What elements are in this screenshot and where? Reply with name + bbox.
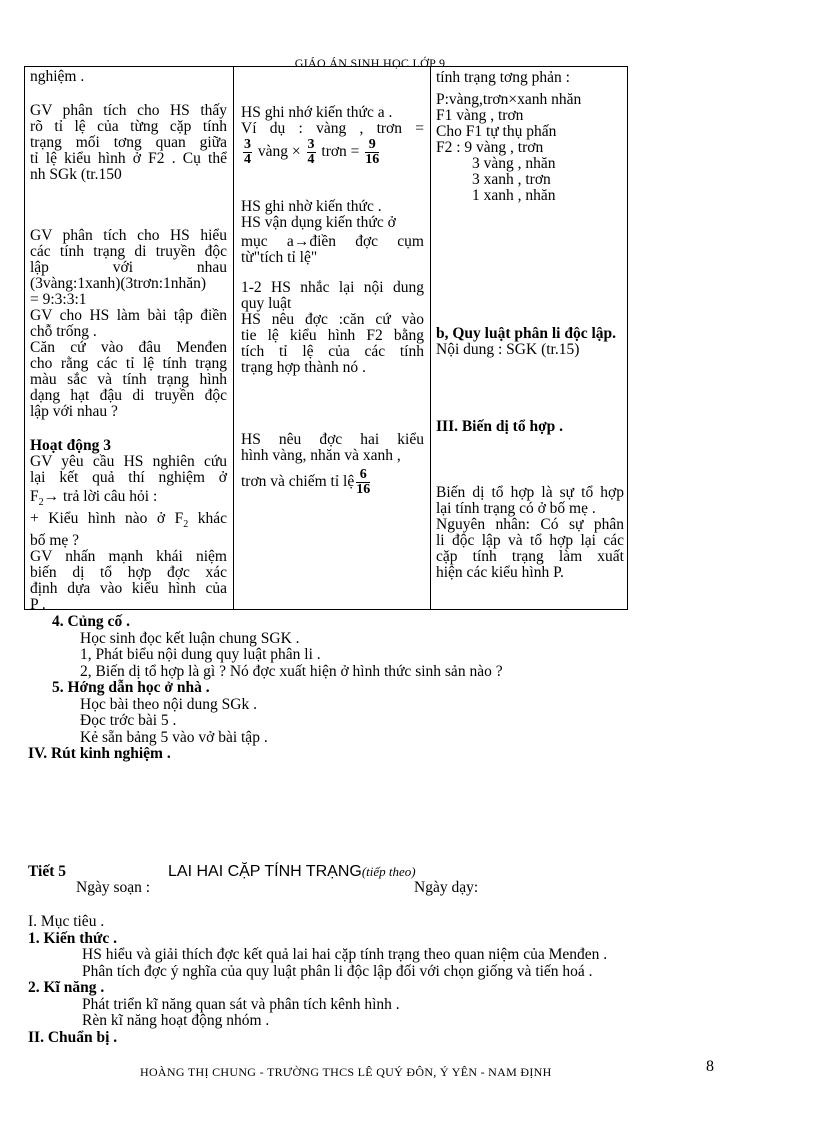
arrow-icon: → [43, 488, 60, 505]
fraction-3-4: $\frac{3}{4}$ [307, 137, 315, 167]
lesson-wrapup: 4. Củng cố . Học sinh đọc kết luận chung SGK . 1, Phát biểu nội dung quy luật phân li . 2, Biến dị tổ hợp là gì ? Nó đợc xuất hiện ở hình thức sinh sản nào ? 5. Hớng dẫn học ở nhà . Học bài theo nội dung SGk . Đọc trớc bài 5 . Kẻ sẵn bảng 5 vào vở bài tập . IV. Rút kinh nghiệm . [28, 614, 628, 763]
lesson-objectives: I. Mục tiêu . 1. Kiến thức . HS hiểu và giải thích đợc kết quả lai hai cặp tính trạng theo quan niệm của Menđen . Phân tích đợc ý nghĩa của quy luật phân li độc lập đối với chọn giống và tiến hoá . 2. Kĩ năng . Phát triển kĩ năng quan sát và phân tích kênh hình . Rèn kĩ năng hoạt động nhóm . II. Chuẩn bị . [28, 914, 768, 1046]
lesson-header [28, 864, 728, 896]
prep-date-label: Ngày soạn : [76, 879, 151, 896]
lesson-title: LAI HAI CẶP TÍNH TRẠNG(tiếp theo) [168, 863, 416, 880]
fraction-9-16: $\frac{9}{16}$ [365, 137, 380, 167]
section-heading: b, Quy luật phân li độc lập. [436, 325, 617, 342]
preparation-heading: II. Chuẩn bị . [28, 1028, 118, 1046]
fraction-3-4: $\frac{3}{4}$ [244, 137, 251, 167]
homework-title: 5. Hớng dẫn học ở nhà . [52, 679, 210, 696]
teach-date-label: Ngày dạy: [414, 879, 479, 896]
student-activity-column: HS ghi nhớ kiến thức a . Ví dụ : vàng , trơn = $\frac{3}{4}$ vàng × $\frac{3}{4}$ trơn = $\frac{9}{16}$ HS ghi nhờ kiến thức . HS vận dụng kiến thức ở mục a→điền đợc cụm từ"tích tỉ lệ" 1-2 HS nhắc lại nội dung quy luật HS nêu đợc :căn cứ vào tie lệ kiểu hình F2 bằng tích tỉ lệ của các tính trạng hợp thành nó . HS nêu đợc hai kiểu hình vàng, nhăn và xanh , trơn và chiếm tỉ lệ $\frac{6}{16}$ [241, 104, 424, 497]
probability-formula: $\frac{3}{4}$ vàng × $\frac{3}{4}$ trơn = $\frac{9}{16}$ [244, 137, 380, 167]
column-divider [430, 67, 431, 609]
cross-icon: × [508, 91, 518, 108]
page-number: 8 [706, 1058, 714, 1075]
activity-3-heading: Hoạt động 3 [30, 437, 111, 454]
lesson-number: Tiết 5 [28, 863, 67, 880]
consolidation-title: 4. Củng cố . [52, 613, 130, 630]
content-column: tính trạng tơng phản : P:vàng,trơn×xanh nhăn F1 vàng , trơn Cho F1 tự thụ phấn F2 : 9 vàng , trơn 3 vàng , nhăn 3 xanh , trơn 1 xanh , nhăn b, Quy luật phân li độc lập. Nội dung : SGK (tr.15) III. Biến dị tổ hợp . Biến dị tổ hợp là sự tổ hợp lại tính trạng có ở bố mẹ . Nguyên nhân: Có sự phân li độc lập và tổ hợp lại các cặp tính trạng làm xuất hiện các kiểu hình P. [436, 69, 624, 581]
knowledge-heading: 1. Kiến thức . [28, 929, 117, 947]
column-divider [233, 67, 234, 609]
section-heading: III. Biến dị tổ hợp . [436, 418, 564, 435]
teacher-activity-column: nghiệm . GV phân tích cho HS thấy rõ tỉ lệ của từng cặp tính trạng mối tơng quan giữa tỉ lệ kiểu hình ở F2 . Cụ thể nh SGk (tr.150 GV phân tích cho HS hiểu các tính trạng di truyền độc lập với nhau (3vàng:1xanh)(3trơn:1nhăn) = 9:3:3:1 GV cho HS làm bài tập điền chỗ trống . Căn cứ vào đâu Menđen cho rằng các tỉ lệ tính trạng màu sắc và tính trạng hình dạng hạt đậu di truyền độc lập với nhau ? Hoạt động 3 GV yêu cầu HS nghiên cứu lại kết quả thí nghiệm ở $F_2\to$ trả lời câu hỏi : + Kiểu hình nào ở $F_2$ khác bố mẹ ? GV nhấn mạnh khái niệm biến dị tổ hợp đợc xác định dựa vào kiểu hình của P . [30, 68, 227, 614]
page-header: GIÁO ÁN SINH HỌC LỚP 9 [294, 56, 446, 70]
fraction-6-16: $\frac{6}{16}$ [356, 467, 371, 497]
experience-title: IV. Rút kinh nghiệm . [28, 745, 171, 762]
lesson-table [24, 66, 628, 614]
objectives-heading: I. Mục tiêu . [28, 913, 105, 930]
page-footer: HOÀNG THỊ CHUNG - TRƯỜNG THCS LÊ QUÝ ĐÔN, Ý YÊN - NAM ĐỊNH [140, 1065, 552, 1079]
arrow-icon: → [293, 233, 310, 250]
skills-heading: 2. Kĩ năng . [28, 979, 105, 996]
